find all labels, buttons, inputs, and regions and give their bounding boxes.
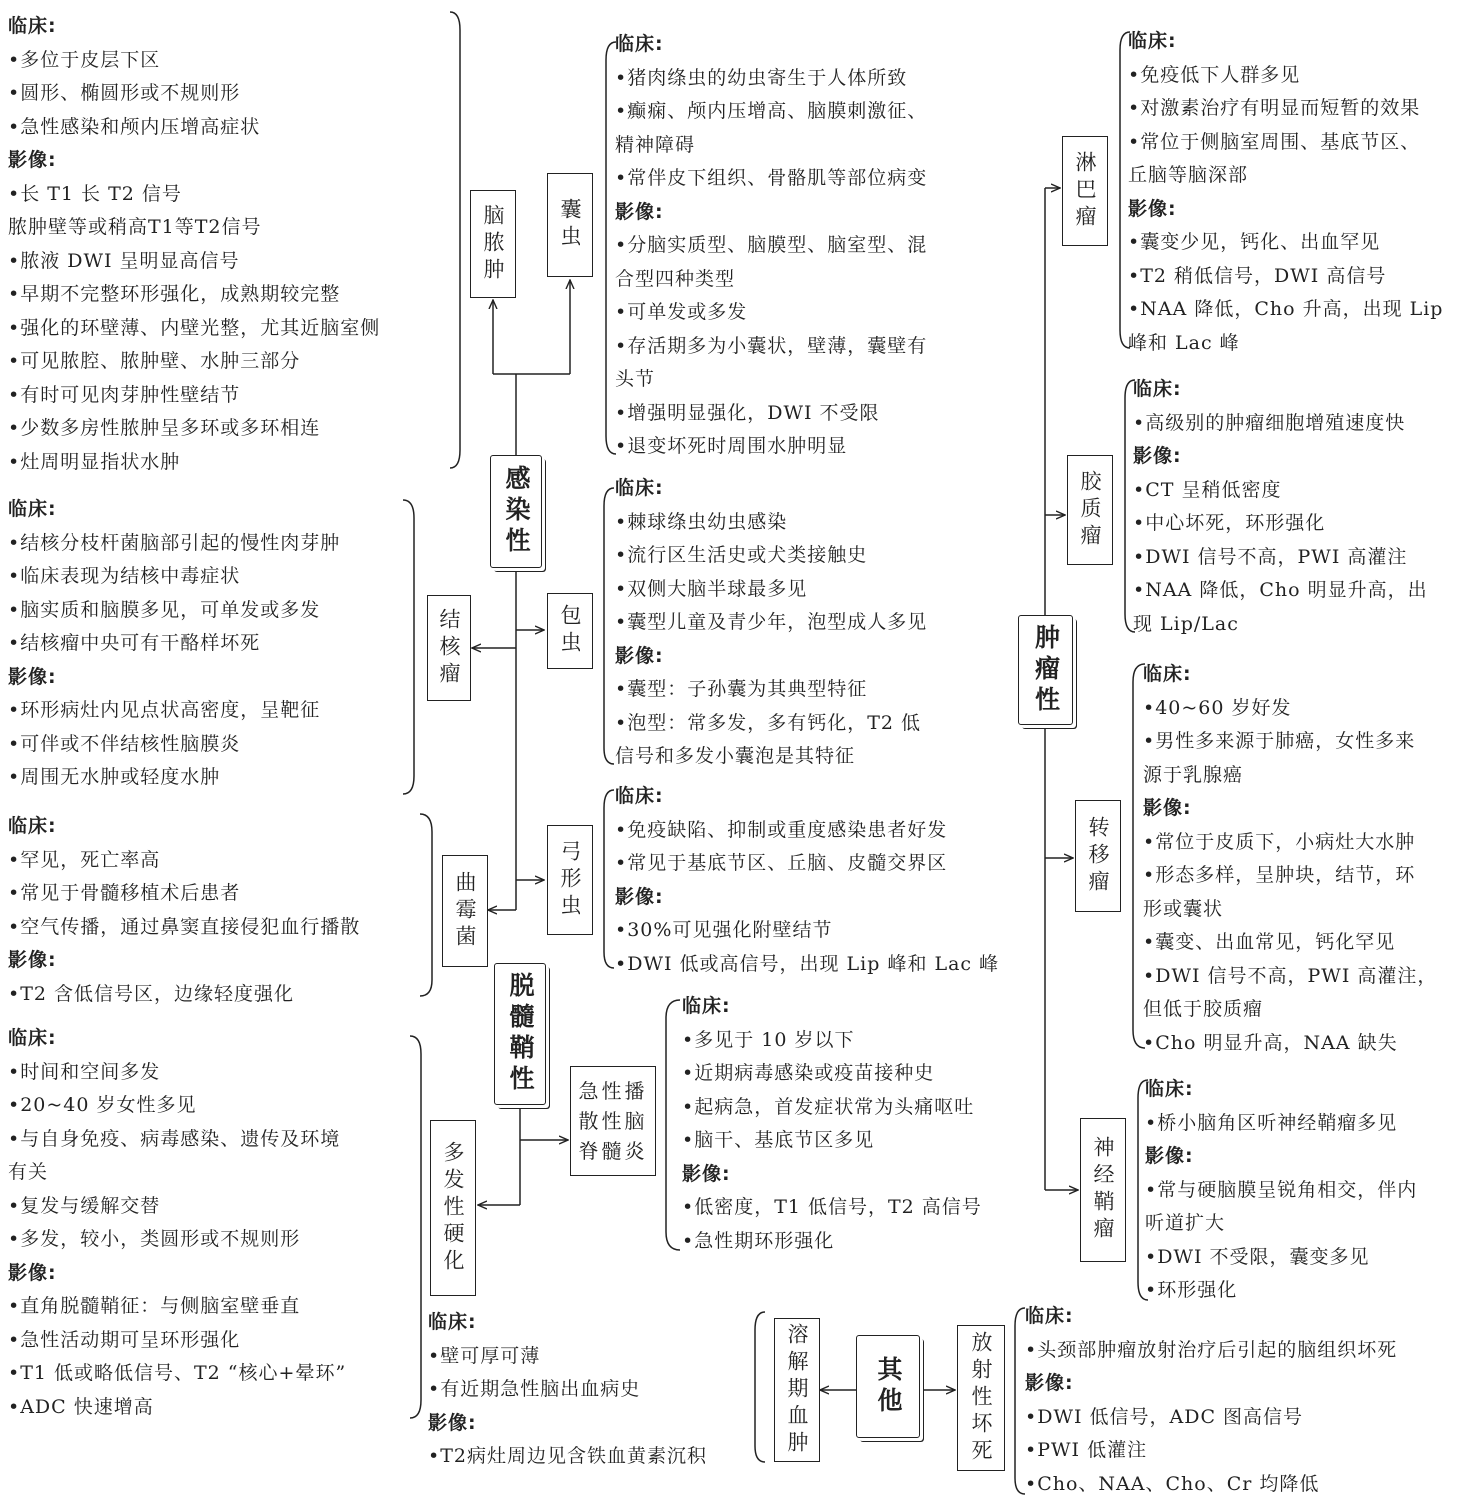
node-adem	[570, 1066, 656, 1176]
ms-clinical-line: •多发，较小，类圆形或不规则形	[8, 1228, 301, 1250]
node-cysticercosis-label: 囊虫	[558, 198, 582, 252]
section-heading: 临床:	[1143, 663, 1192, 685]
node-schwannoma-label: 神经鞘瘤	[1091, 1136, 1115, 1244]
section-heading: 影像:	[1143, 797, 1192, 819]
abscess-clinical-line: •圆形、椭圆形或不规则形	[8, 82, 241, 104]
ms-clinical-line: •复发与缓解交替	[8, 1194, 161, 1217]
adem-clinical-line: •起病急，首发症状常为头痛呕吐	[682, 1095, 975, 1118]
section-heading: 临床:	[1133, 378, 1182, 400]
lymphoma-imaging-line: •囊变少见，钙化、出血罕见	[1128, 231, 1381, 253]
fungal-clinical-line: •常见于骨髓移植术后患者	[8, 882, 241, 904]
ms-imaging-line: •直角脱髓鞘征：与侧脑室壁垂直	[8, 1295, 301, 1317]
block-glioma	[1133, 373, 1428, 641]
node-toxoplasma-label: 弓形虫	[558, 839, 582, 921]
abscess-imaging-line: •可见脓腔、脓肿壁、水肿三部分	[8, 350, 301, 372]
tuberculoma-clinical-line: •脑实质和脑膜多见，可单发或多发	[8, 598, 321, 621]
metastasis-imaging-line: •Cho 明显升高，NAA 缺失	[1143, 1031, 1398, 1054]
section-heading: 影像:	[615, 644, 664, 667]
node-hydatid-label: 包虫	[558, 604, 582, 658]
radiation-imaging-line: •PWI 低灌注	[1025, 1439, 1148, 1461]
node-abscess-label: 脑脓肿	[481, 203, 505, 285]
section-heading: 影像:	[682, 1162, 731, 1185]
section-heading: 影像:	[8, 949, 57, 971]
glioma-imaging-line: •DWI 信号不高，PWI 高灌注	[1133, 545, 1408, 568]
lymphoma-clinical-line: 丘脑等脑深部	[1128, 164, 1249, 186]
adem-clinical-line: •近期病毒感染或疫苗接种史	[682, 1062, 935, 1084]
lymphoma-clinical-line: •对激素治疗有明显而短暂的效果	[1128, 97, 1421, 119]
fungal-clinical-line: •罕见，死亡率高	[8, 848, 161, 871]
hematoma-clinical-line: •有近期急性脑出血病史	[428, 1378, 641, 1400]
abscess-imaging-line: •强化的环壁薄、内壁光整，尤其近脑室侧	[8, 316, 381, 339]
cysticercosis-imaging-line: •可单发或多发	[615, 301, 748, 323]
toxoplasma-clinical-line: •常见于基底节区、丘脑、皮髓交界区	[615, 852, 948, 874]
section-heading: 影像:	[615, 885, 664, 908]
block-fungal	[8, 810, 360, 1011]
metastasis-imaging-line: •形态多样，呈肿块，结节，环	[1143, 864, 1416, 886]
ms-imaging-line: •T1 低或略低信号、T2 “核心+晕环”	[8, 1362, 347, 1384]
hydatid-clinical-line: •流行区生活史或犬类接触史	[615, 544, 868, 566]
section-heading: 临床:	[682, 995, 731, 1017]
metastasis-clinical-line: •男性多来源于肺癌，女性多来	[1143, 730, 1416, 752]
section-heading: 临床:	[1025, 1305, 1074, 1327]
node-metastasis	[1075, 800, 1121, 912]
cysticercosis-imaging-line: 头节	[615, 368, 656, 390]
radiation-clinical-line: •头颈部肿瘤放射治疗后引起的脑组织坏死	[1025, 1338, 1398, 1361]
abscess-imaging-line: •有时可见肉芽肿性壁结节	[8, 383, 241, 406]
glioma-clinical-line: •高级别的肿瘤细胞增殖速度快	[1133, 411, 1406, 434]
category-tumor-label: 肿瘤性	[1031, 623, 1061, 717]
node-hematoma-label: 溶解期血肿	[785, 1322, 809, 1458]
glioma-imaging-line: •CT 呈稍低密度	[1133, 478, 1282, 501]
block-hematoma	[428, 1306, 707, 1474]
category-infectious-label: 感染性	[502, 465, 531, 558]
section-heading: 临床:	[615, 33, 664, 55]
cysticercosis-clinical-line: 精神障碍	[615, 133, 696, 156]
radiation-imaging-line: •DWI 低信号，ADC 图高信号	[1025, 1405, 1304, 1428]
category-demyelinating-label: 脱髓鞘性	[506, 972, 535, 1096]
block-tuberculoma	[8, 493, 340, 795]
section-heading: 临床:	[428, 1311, 477, 1333]
node-schwannoma	[1080, 1118, 1126, 1262]
node-lymphoma	[1062, 136, 1108, 246]
hydatid-clinical-line: •棘球绦虫幼虫感染	[615, 510, 788, 533]
section-heading: 临床:	[1128, 30, 1177, 52]
adem-imaging-line: •急性期环形强化	[682, 1229, 835, 1252]
category-other-label: 其他	[874, 1355, 903, 1418]
node-radiation	[957, 1325, 1005, 1471]
adem-imaging-line: •低密度，T1 低信号，T2 高信号	[682, 1196, 982, 1218]
section-heading: 临床:	[8, 1027, 57, 1049]
tuberculoma-imaging-line: •周围无水肿或轻度水肿	[8, 766, 221, 788]
abscess-imaging-line: •脓液 DWI 呈明显高信号	[8, 249, 240, 272]
node-tuberculoma-label: 结核瘤	[437, 607, 461, 689]
hydatid-imaging-line: •囊型：子孙囊为其典型特征	[615, 678, 868, 700]
block-metastasis	[1143, 658, 1437, 1060]
block-toxoplasma	[615, 780, 999, 981]
section-heading: 影像:	[1145, 1145, 1194, 1167]
cysticercosis-imaging-line: •退变坏死时周围水肿明显	[615, 435, 848, 457]
block-lymphoma	[1128, 25, 1443, 360]
adem-clinical-line: •多见于 10 岁以下	[682, 1028, 855, 1051]
section-heading: 影像:	[1133, 445, 1182, 467]
section-heading: 影像:	[8, 1261, 57, 1284]
section-heading: 影像:	[428, 1411, 477, 1434]
toxoplasma-clinical-line: •免疫缺陷、抑制或重度感染患者好发	[615, 818, 948, 841]
ms-clinical-line: •时间和空间多发	[8, 1060, 161, 1083]
cysticercosis-imaging-line: •分脑实质型、脑膜型、脑室型、混	[615, 234, 928, 256]
section-heading: 临床:	[615, 477, 664, 499]
abscess-imaging-line: 脓肿壁等或稍高T1等T2信号	[8, 216, 262, 238]
block-ms	[8, 1022, 346, 1424]
metastasis-imaging-line: •囊变、出血常见，钙化罕见	[1143, 931, 1396, 953]
ms-imaging-line: •ADC 快速增高	[8, 1395, 154, 1418]
section-heading: 影像:	[615, 200, 664, 223]
lymphoma-clinical-line: •免疫低下人群多见	[1128, 63, 1301, 86]
node-radiation-label: 放射性坏死	[969, 1330, 993, 1466]
category-demyelinating	[494, 963, 546, 1105]
fungal-clinical-line: •空气传播，通过鼻窦直接侵犯血行播散	[8, 915, 361, 938]
node-toxoplasma	[547, 825, 593, 935]
tuberculoma-clinical-line: •临床表现为结核中毒症状	[8, 565, 241, 587]
radiation-imaging-line: •Cho、NAA、Cho、Cr 均降低	[1025, 1472, 1320, 1495]
node-adem-label: 急性播散性脑脊髓炎	[578, 1079, 648, 1163]
node-glioma	[1067, 455, 1113, 565]
glioma-imaging-line: •NAA 降低，Cho 明显升高，出	[1133, 579, 1428, 601]
node-abscess	[470, 190, 516, 298]
hydatid-imaging-line: •泡型：常多发，多有钙化，T2 低	[615, 711, 922, 734]
node-fungal-label: 曲霉菌	[453, 870, 477, 952]
node-fungal	[442, 855, 488, 967]
ms-clinical-line: 有关	[8, 1161, 49, 1183]
block-cysticercosis	[615, 28, 927, 464]
section-heading: 临床:	[615, 785, 664, 807]
lymphoma-imaging-line: •NAA 降低，Cho 升高，出现 Lip	[1128, 298, 1444, 320]
cysticercosis-imaging-line: •增强明显强化，DWI 不受限	[615, 401, 880, 424]
node-hematoma	[774, 1318, 820, 1462]
cysticercosis-imaging-line: •存活期多为小囊状，壁薄，囊壁有	[615, 334, 928, 357]
ms-clinical-line: •与自身免疫、病毒感染、遗传及环境	[8, 1127, 341, 1150]
adem-clinical-line: •脑干、基底节区多见	[682, 1129, 875, 1151]
lymphoma-imaging-line: 峰和 Lac 峰	[1128, 331, 1240, 354]
abscess-imaging-line: •长 T1 长 T2 信号	[8, 182, 182, 205]
section-heading: 临床:	[8, 815, 57, 837]
metastasis-imaging-line: •DWI 信号不高，PWI 高灌注，	[1143, 964, 1438, 987]
metastasis-clinical-line: •40~60 岁好发	[1143, 696, 1292, 719]
cysticercosis-clinical-line: •癫痫、颅内压增高、脑膜刺激征、	[615, 100, 928, 122]
glioma-imaging-line: 现 Lip/Lac	[1133, 612, 1239, 635]
block-radiation	[1025, 1300, 1397, 1500]
block-schwannoma	[1145, 1073, 1417, 1308]
section-heading: 临床:	[8, 498, 57, 520]
ms-imaging-line: •急性活动期可呈环形强化	[8, 1328, 241, 1351]
section-heading: 临床:	[8, 15, 57, 37]
category-tumor	[1018, 615, 1073, 725]
abscess-imaging-line: •灶周明显指状水肿	[8, 450, 181, 473]
tuberculoma-imaging-line: •环形病灶内见点状高密度，呈靶征	[8, 699, 321, 721]
lymphoma-clinical-line: •常位于侧脑室周围、基底节区、	[1128, 130, 1421, 153]
metastasis-clinical-line: 源于乳腺癌	[1143, 763, 1244, 786]
section-heading: 影像:	[1128, 197, 1177, 220]
node-tuberculoma	[427, 595, 471, 701]
lymphoma-imaging-line: •T2 稍低信号，DWI 高信号	[1128, 264, 1387, 287]
schwannoma-imaging-line: 听道扩大	[1145, 1212, 1226, 1234]
node-ms	[430, 1120, 476, 1296]
schwannoma-imaging-line: •常与硬脑膜呈锐角相交，伴内	[1145, 1178, 1418, 1201]
hydatid-clinical-line: •囊型儿童及青少年，泡型成人多见	[615, 611, 928, 633]
category-infectious	[490, 455, 542, 568]
block-abscess	[8, 10, 380, 479]
fungal-imaging-line: •T2 含低信号区，边缘轻度强化	[8, 982, 295, 1005]
section-heading: 影像:	[1025, 1372, 1074, 1394]
cysticercosis-clinical-line: •猪肉绦虫的幼虫寄生于人体所致	[615, 66, 908, 89]
schwannoma-imaging-line: •环形强化	[1145, 1279, 1238, 1301]
node-ms-label: 多发性硬化	[441, 1140, 465, 1276]
section-heading: 影像:	[8, 149, 57, 171]
node-metastasis-label: 转移瘤	[1086, 815, 1110, 897]
tuberculoma-clinical-line: •结核瘤中央可有干酪样坏死	[8, 632, 261, 654]
node-hydatid	[547, 593, 593, 669]
hematoma-clinical-line: •壁可厚可薄	[428, 1344, 541, 1367]
block-hydatid	[615, 472, 927, 774]
hematoma-imaging-line: •T2病灶周边见含铁血黄素沉积	[428, 1445, 707, 1467]
abscess-imaging-line: •早期不完整环形强化，成熟期较完整	[8, 283, 341, 305]
category-other	[856, 1335, 920, 1438]
node-lymphoma-label: 淋巴瘤	[1073, 150, 1097, 232]
cysticercosis-imaging-line: 合型四种类型	[615, 267, 736, 290]
metastasis-imaging-line: 但低于胶质瘤	[1143, 998, 1264, 1020]
toxoplasma-imaging-line: •DWI 低或高信号，出现 Lip 峰和 Lac 峰	[615, 952, 1000, 975]
abscess-clinical-line: •多位于皮层下区	[8, 48, 161, 71]
metastasis-imaging-line: •常位于皮质下，小病灶大水肿	[1143, 830, 1416, 853]
block-adem	[682, 990, 982, 1258]
node-cysticercosis	[547, 173, 593, 277]
toxoplasma-imaging-line: •30%可见强化附壁结节	[615, 919, 833, 941]
abscess-imaging-line: •少数多房性脓肿呈多环或多环相连	[8, 417, 321, 439]
node-glioma-label: 胶质瘤	[1078, 469, 1102, 551]
schwannoma-clinical-line: •桥小脑角区听神经鞘瘤多见	[1145, 1111, 1398, 1134]
ms-clinical-line: •20~40 岁女性多见	[8, 1094, 197, 1116]
hydatid-clinical-line: •双侧大脑半球最多见	[615, 577, 808, 600]
tuberculoma-imaging-line: •可伴或不伴结核性脑膜炎	[8, 732, 241, 755]
metastasis-imaging-line: 形或囊状	[1143, 897, 1224, 920]
section-heading: 临床:	[1145, 1078, 1194, 1100]
schwannoma-imaging-line: •DWI 不受限，囊变多见	[1145, 1245, 1370, 1268]
tuberculoma-clinical-line: •结核分枝杆菌脑部引起的慢性肉芽肿	[8, 531, 341, 554]
glioma-imaging-line: •中心坏死，环形强化	[1133, 512, 1326, 534]
cysticercosis-clinical-line: •常伴皮下组织、骨骼肌等部位病变	[615, 167, 928, 189]
hydatid-imaging-line: 信号和多发小囊泡是其特征	[615, 745, 856, 767]
section-heading: 影像:	[8, 665, 57, 688]
abscess-clinical-line: •急性感染和颅内压增高症状	[8, 115, 261, 138]
